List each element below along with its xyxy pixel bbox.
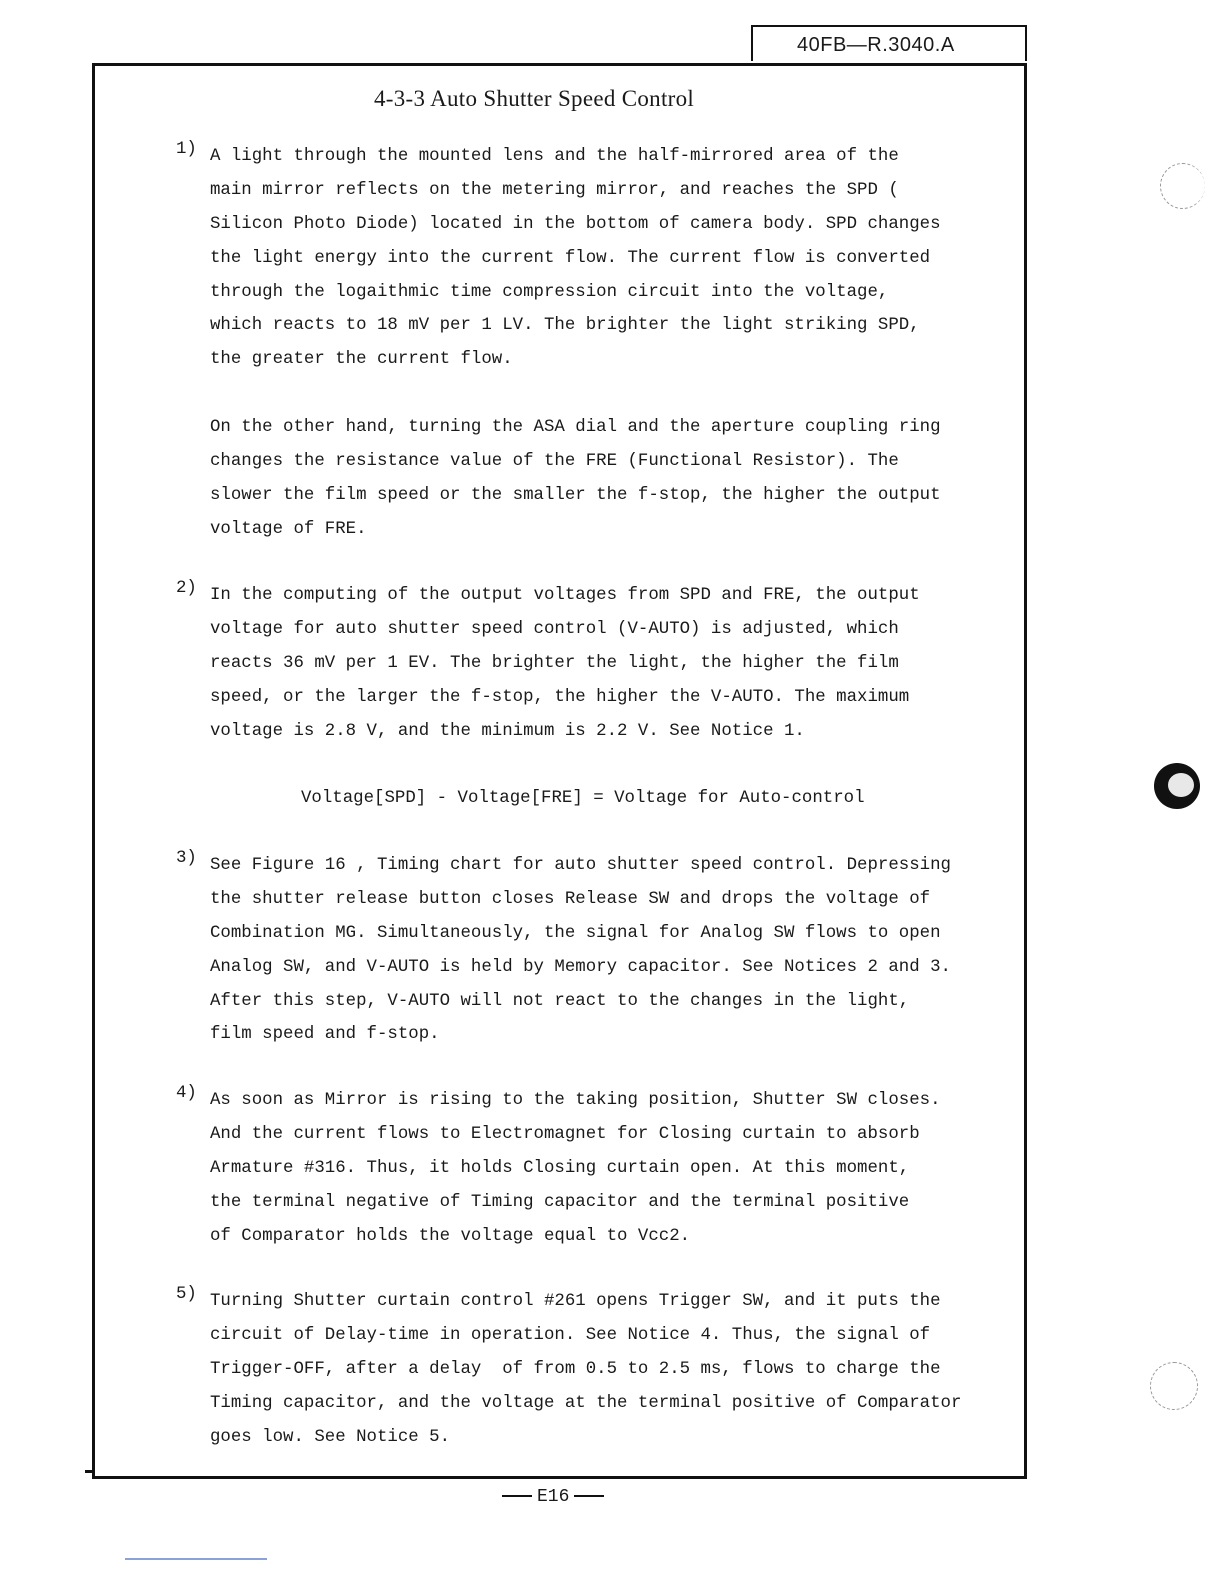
- text-line: Turning Shutter curtain control #261 opens Trigger SW, and it puts the: [210, 1292, 941, 1311]
- scan-artifact-line: [125, 1558, 267, 1560]
- text-line: Trigger-OFF, after a delay of from 0.5 to 2.5 ms, flows to charge the: [210, 1359, 941, 1379]
- text-line: the light energy into the current flow. The current flow is converted: [210, 248, 931, 268]
- item-text: [210, 849, 951, 1052]
- text-line: Silicon Photo Diode) located in the bottom of camera body. SPD changes: [210, 214, 941, 234]
- page-number: E16: [537, 1487, 570, 1507]
- text-line: the terminal negative of Timing capacitor and the terminal positive: [210, 1192, 910, 1212]
- item-text: [210, 140, 941, 377]
- text-line: changes the resistance value of the FRE (Functional Resistor). The: [210, 451, 899, 471]
- text-line: On the other hand, turning the ASA dial and the aperture coupling ring: [210, 418, 941, 437]
- text-line: which reacts to 18 mV per 1 LV. The brighter the light striking SPD,: [210, 316, 920, 336]
- binder-hole-mark: [1154, 763, 1200, 809]
- item-text: [210, 579, 920, 748]
- page-footer: [497, 1484, 609, 1510]
- text-line: film speed and f-stop.: [210, 1025, 440, 1045]
- text-line: goes low. See Notice 5.: [210, 1427, 451, 1447]
- dash-left: [502, 1495, 532, 1497]
- item-text: [210, 411, 941, 547]
- text-line: reacts 36 mV per 1 EV. The brighter the light, the higher the film: [210, 653, 899, 673]
- section-title: 4-3-3 Auto Shutter Speed Control: [374, 86, 695, 111]
- text-line: voltage of FRE.: [210, 519, 367, 539]
- formula: Voltage[SPD] - Voltage[FRE] = Voltage for Auto-control: [301, 789, 865, 808]
- binder-hole-mark: [1150, 1362, 1198, 1410]
- binder-hole-mark: [1160, 163, 1205, 209]
- dash-right: [574, 1495, 604, 1497]
- item-number: 3): [176, 849, 197, 868]
- text-line: through the logaithmic time compression circuit into the voltage,: [210, 282, 889, 302]
- item-number: 1): [176, 140, 197, 159]
- text-line: the greater the current flow.: [210, 350, 513, 370]
- item-text: [210, 1285, 961, 1454]
- item-text: [210, 1084, 941, 1253]
- text-line: speed, or the larger the f-stop, the higher the V-AUTO. The maximum: [210, 687, 910, 707]
- text-line: Combination MG. Simultaneously, the signal for Analog SW flows to open: [210, 923, 941, 943]
- text-line: Timing capacitor, and the voltage at the terminal positive of Comparator: [210, 1393, 962, 1413]
- item-number: 2): [176, 579, 197, 598]
- text-line: Armature #316. Thus, it holds Closing curtain open. At this moment,: [210, 1158, 910, 1178]
- text-line: voltage is 2.8 V, and the minimum is 2.2 V. See Notice 1.: [210, 721, 805, 741]
- text-line: In the computing of the output voltages from SPD and FRE, the output: [210, 586, 920, 605]
- text-line: Analog SW, and V-AUTO is held by Memory capacitor. See Notices 2 and 3.: [210, 957, 951, 977]
- text-line: After this step, V-AUTO will not react to the changes in the light,: [210, 991, 910, 1011]
- text-line: the shutter release button closes Release SW and drops the voltage of: [210, 889, 931, 909]
- text-line: circuit of Delay-time in operation. See Notice 4. Thus, the signal of: [210, 1325, 931, 1345]
- text-line: main mirror reflects on the metering mirror, and reaches the SPD (: [210, 180, 899, 200]
- text-line: voltage for auto shutter speed control (V-AUTO) is adjusted, which: [210, 619, 899, 639]
- text-line: See Figure 16 , Timing chart for auto shutter speed control. Depressing: [210, 856, 951, 875]
- text-line: As soon as Mirror is rising to the taking position, Shutter SW closes.: [210, 1091, 941, 1110]
- document-number: 40FB—R.3040.A: [751, 25, 1027, 61]
- text-line: And the current flows to Electromagnet for Closing curtain to absorb: [210, 1124, 920, 1144]
- text-line: A light through the mounted lens and the half-mirrored area of the: [210, 147, 899, 166]
- text-line: of Comparator holds the voltage equal to Vcc2.: [210, 1226, 691, 1246]
- item-number: 5): [176, 1285, 197, 1304]
- text-line: slower the film speed or the smaller the f-stop, the higher the output: [210, 485, 941, 505]
- item-number: 4): [176, 1084, 197, 1103]
